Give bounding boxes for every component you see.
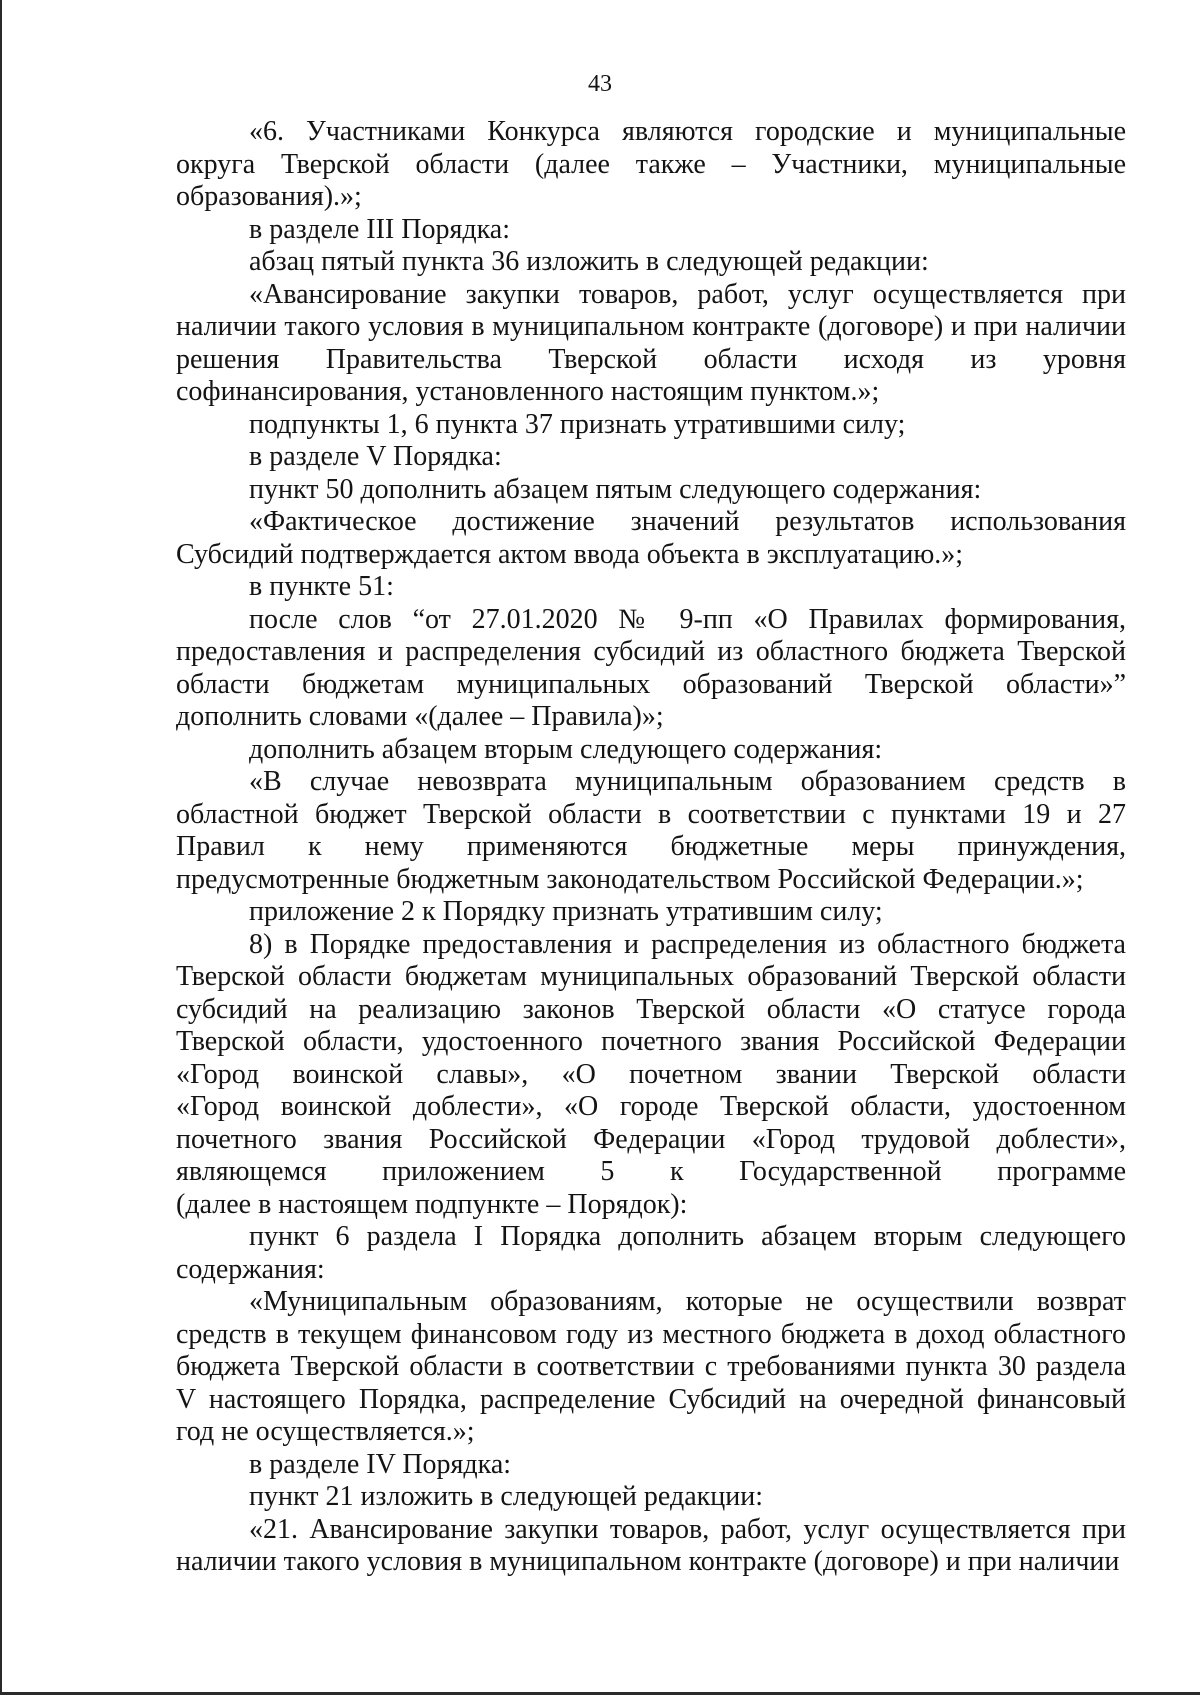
- paragraph: [176, 1514, 1126, 1579]
- text-line: содержания:: [176, 1253, 325, 1285]
- text-line: средств в текущем финансовом году из местного бюджета в доход областного: [176, 1318, 1126, 1350]
- text-line: бюджета Тверской области в соответствии с требованиями пункта 30 раздела: [176, 1351, 1126, 1382]
- text-line: приложение 2 к Порядку признать утратившим силу;: [249, 896, 883, 927]
- text-line: пункт 6 раздела I Порядка дополнить абзацем вторым следующего: [249, 1221, 1126, 1252]
- text-line: V настоящего Порядка, распределение Субсидий на очередной финансовый: [176, 1383, 1126, 1415]
- text-line: абзац пятый пункта 36 изложить в следующей редакции:: [249, 246, 929, 277]
- text-line: областной бюджет Тверской области в соответствии с пунктами 19 и 27: [176, 798, 1126, 830]
- text-line: Тверской области, удостоенного почетного звания Российской Федерации: [176, 1026, 1126, 1057]
- paragraph: [176, 279, 1126, 409]
- paragraph: [176, 571, 1126, 604]
- text-line: пункт 50 дополнить абзацем пятым следующего содержания:: [249, 473, 982, 505]
- paragraph: [176, 766, 1126, 896]
- paragraph: [176, 116, 1126, 214]
- paragraph: [176, 409, 1126, 442]
- text-line: Субсидий подтверждается актом ввода объекта в эксплуатацию.»;: [176, 538, 964, 570]
- text-line: области бюджетам муниципальных образований Тверской области»”: [176, 668, 1126, 700]
- text-line: наличии такого условия в муниципальном контракте (договоре) и при наличии: [176, 1546, 1120, 1577]
- paragraph: [176, 1221, 1126, 1286]
- text-line: 8) в Порядке предоставления и распределения из областного бюджета: [249, 928, 1126, 960]
- text-line: наличии такого условия в муниципальном контракте (договоре) и при наличии: [176, 311, 1126, 342]
- text-line: округа Тверской области (далее также – Участники, муниципальные: [176, 148, 1126, 180]
- text-line: образования).»;: [176, 181, 362, 212]
- text-line: «21. Авансирование закупки товаров, работ, услуг осуществляется при: [249, 1513, 1126, 1545]
- text-line: «Авансирование закупки товаров, работ, услуг осуществляется при: [249, 278, 1126, 310]
- text-line: софинансирования, установленного настоящим пунктом.»;: [176, 376, 880, 407]
- paragraph: [176, 1449, 1126, 1482]
- paragraph: [176, 929, 1126, 1222]
- text-line: дополнить абзацем вторым следующего содержания:: [249, 733, 883, 765]
- paragraph: [176, 506, 1126, 571]
- text-line: «Город воинской доблести», «О городе Тверской области, удостоенном: [176, 1091, 1126, 1122]
- text-line: «6. Участниками Конкурса являются городские и муниципальные: [249, 116, 1126, 147]
- text-line: пункт 21 изложить в следующей редакции:: [249, 1481, 763, 1512]
- paragraph: [176, 896, 1126, 929]
- text-line: Тверской области бюджетам муниципальных образований Тверской области: [176, 961, 1126, 992]
- text-line: дополнить словами «(далее – Правила)»;: [176, 701, 664, 732]
- text-line: Правил к нему применяются бюджетные меры принуждения,: [176, 831, 1126, 862]
- text-line: предусмотренные бюджетным законодательством Российской Федерации.»;: [176, 863, 1084, 895]
- page-number: 43: [588, 71, 612, 97]
- text-line: решения Правительства Тверской области исходя из уровня: [176, 343, 1126, 375]
- text-line: почетного звания Российской Федерации «Город трудовой доблести»,: [176, 1123, 1126, 1155]
- text-line: в разделе III Порядка:: [249, 213, 510, 245]
- paragraph: [176, 441, 1126, 474]
- paragraph: [176, 1286, 1126, 1449]
- text-line: «Фактическое достижение значений результатов использования: [249, 506, 1126, 537]
- paragraph: [176, 1481, 1126, 1514]
- text-line: «В случае невозврата муниципальным образованием средств в: [249, 766, 1126, 797]
- document-body: [176, 116, 1126, 1579]
- text-line: в разделе IV Порядка:: [249, 1448, 512, 1480]
- text-line: после слов “от 27.01.2020 № 9-пп «О Правилах формирования,: [249, 603, 1126, 635]
- paragraph: [176, 214, 1126, 247]
- paragraph: [176, 734, 1126, 767]
- text-line: «Город воинской славы», «О почетном звании Тверской области: [176, 1058, 1126, 1090]
- text-line: год не осуществляется.»;: [176, 1416, 475, 1447]
- paragraph: [176, 246, 1126, 279]
- paragraph: [176, 604, 1126, 734]
- text-line: в пункте 51:: [249, 571, 394, 602]
- text-line: предоставления и распределения субсидий из областного бюджета Тверской: [176, 636, 1126, 667]
- text-line: являющемся приложением 5 к Государственной программе: [176, 1156, 1126, 1187]
- text-line: «Муниципальным образованиям, которые не осуществили возврат: [249, 1286, 1126, 1317]
- text-line: (далее в настоящем подпункте – Порядок):: [176, 1188, 688, 1220]
- paragraph: [176, 474, 1126, 507]
- scan-border-left: [0, 0, 2, 1695]
- text-line: подпункты 1, 6 пункта 37 признать утратившими силу;: [249, 408, 906, 440]
- text-line: субсидий на реализацию законов Тверской области «О статусе города: [176, 993, 1126, 1025]
- text-line: в разделе V Порядка:: [249, 441, 502, 472]
